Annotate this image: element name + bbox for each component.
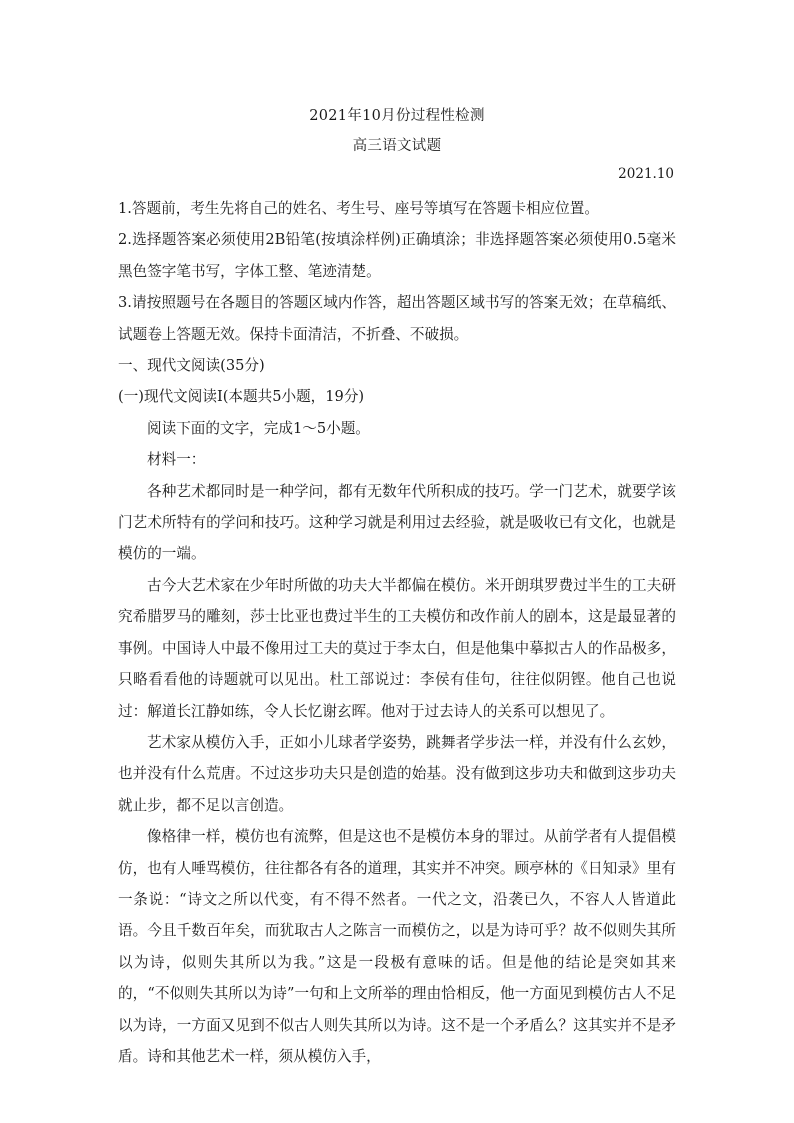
reading-prompt: 阅读下面的文字，完成1～5小题。 [147, 419, 370, 437]
instruction-3: 3.请按照题号在各题目的答题区域内作答，超出答题区域书写的答案无效；在草稿纸、试题卷上答题无效。保持卡面清洁，不折叠、不破损。 [118, 294, 676, 343]
paragraph-2: 古今大艺术家在少年时所做的功夫大半都偏在模仿。米开朗琪罗费过半生的工夫研究希腊罗马的雕刻，莎士比亚也费过半生的工夫模仿和改作前人的剧本，这是最显著的事例。中国诗人中最不像用过工夫的莫过于李太白，但是他集中摹拟古人的作品极多，只略看看他的诗题就可以见出。杜工部说过：李侯有佳句，往往似阴铿。他自己也说过：解道长江静如练，令人长忆谢玄晖。他对于过去诗人的关系可以想见了。 [118, 576, 676, 720]
paragraph-4: 像格律一样，模仿也有流弊，但是这也不是模仿本身的罪过。从前学者有人提倡模仿，也有人唾骂模仿，往往都各有各的道理，其实并不冲突。顾亭林的《日知录》里有一条说：“诗文之所以代变，有不得不然者。一代之文，沿袭已久，不容人人皆道此语。今且千数百年矣，而犹取古人之陈言一而模仿之，以是为诗可乎？故不似则失其所以为诗，似则失其所以为我。”这是一段极有意味的话。但是他的结论是突如其来的，“不似则失其所以为诗”一句和上文所举的理由恰相反，他一方面见到模仿古人不足以为诗，一方面又见到不似古人则失其所以为诗。这不是一个矛盾么？这其实并不是矛盾。诗和其他艺术一样，须从模仿入手， [118, 828, 676, 1065]
exam-body [118, 193, 676, 1072]
instruction-2: 2.选择题答案必须使用2B铅笔(按填涂样例)正确填涂；非选择题答案必须使用0.5毫米黑色签字笔书写，字体工整、笔迹清楚。 [118, 231, 676, 280]
paragraph-1: 各种艺术都同时是一种学问，都有无数年代所积成的技巧。学一门艺术，就要学该门艺术所特有的学问和技巧。这种学习就是利用过去经验，就是吸收已有文化，也就是模仿的一端。 [118, 482, 676, 563]
exam-date: 2021.10 [618, 166, 674, 182]
section-subheading: (一)现代文阅读Ⅰ(本题共5小题，19分) [118, 388, 365, 406]
paragraph-3: 艺术家从模仿入手，正如小儿球者学姿势，跳舞者学步法一样，并没有什么玄妙，也并没有什么荒唐。不过这步功夫只是创造的始基。没有做到这步功夫和做到这步功夫就止步，都不足以言创造。 [118, 733, 676, 814]
exam-subtitle: 高三语文试题 [352, 138, 442, 154]
material-label: 材料一： [147, 451, 206, 469]
section-heading: 一、现代文阅读(35分) [118, 357, 265, 375]
instruction-1: 1.答题前，考生先将自己的姓名、考生号、座号等填写在答题卡相应位置。 [118, 200, 599, 217]
exam-title: 2021年10月份过程性检测 [309, 108, 485, 124]
